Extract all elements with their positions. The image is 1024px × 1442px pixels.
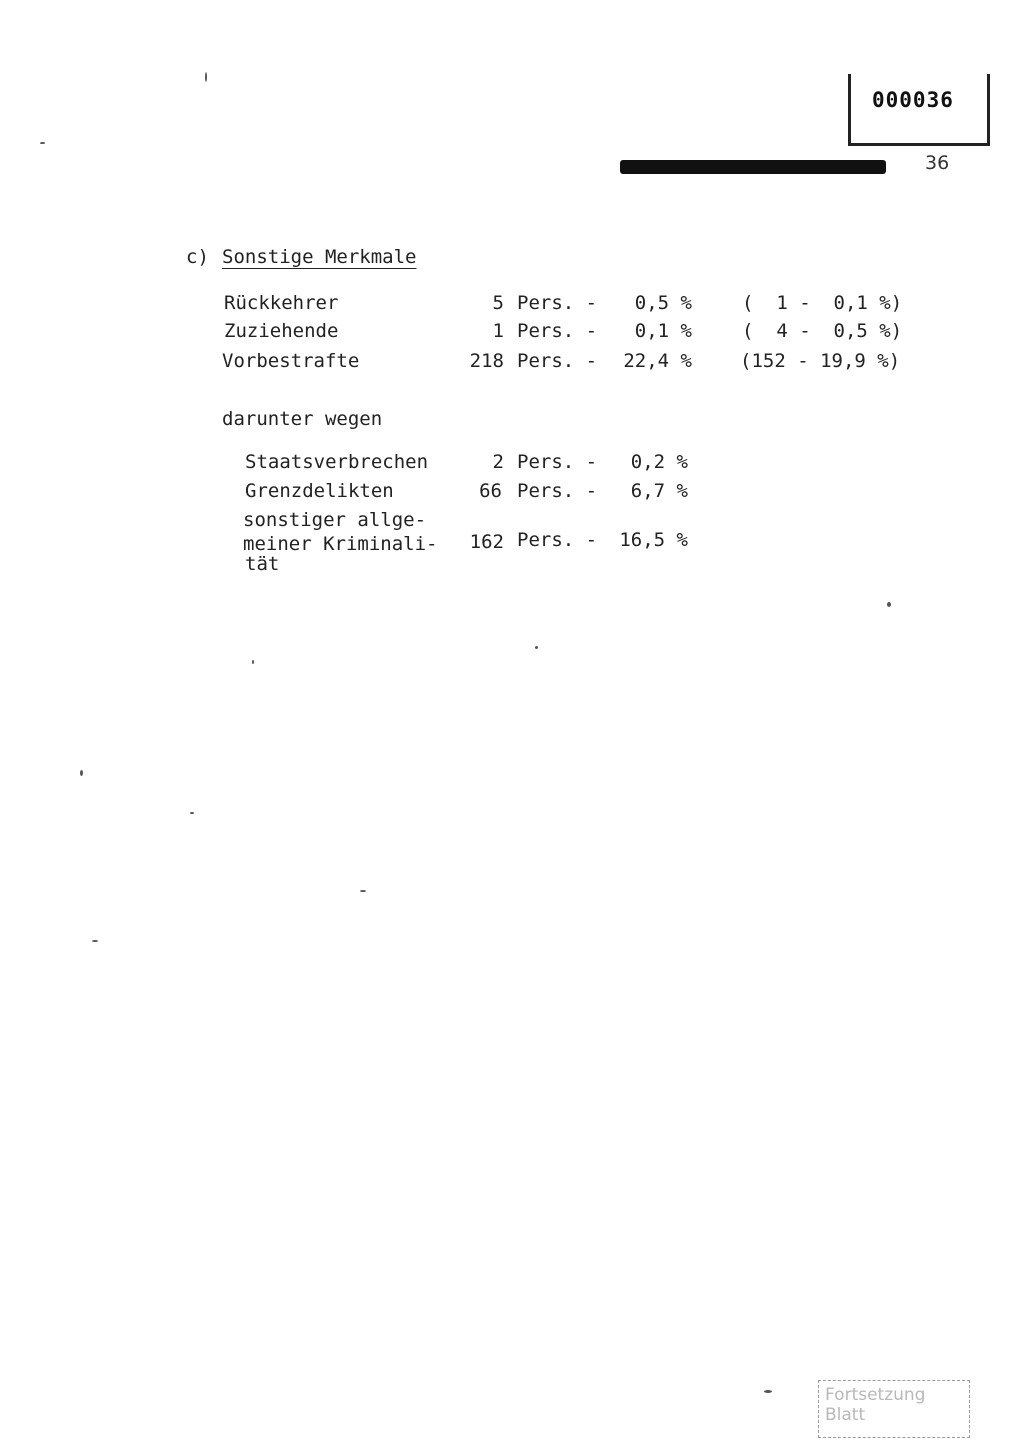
scan-speck bbox=[887, 602, 891, 607]
row-unit: Pers. - bbox=[517, 292, 598, 314]
row-label: Zuziehende bbox=[224, 320, 339, 342]
row-percent: 16,5 % bbox=[619, 529, 688, 551]
row-unit: Pers. - bbox=[517, 451, 598, 473]
row-unit: Pers. - bbox=[517, 320, 598, 342]
row-label-line: meiner Kriminali- bbox=[243, 533, 438, 555]
section-label: c) bbox=[186, 246, 209, 268]
scan-speck bbox=[252, 660, 254, 664]
row-percent: 22,4 % bbox=[623, 350, 692, 372]
stamp-line: Blatt bbox=[825, 1405, 866, 1426]
stamp-line: Fortsetzung bbox=[825, 1385, 926, 1405]
row-percent: 0,2 % bbox=[630, 451, 688, 473]
row-unit: Pers. - bbox=[517, 529, 598, 551]
row-count: 1 bbox=[492, 320, 504, 342]
row-percent: 6,7 % bbox=[630, 480, 688, 502]
row-label-line: sonstiger allge- bbox=[243, 509, 427, 531]
row-unit: Pers. - bbox=[517, 350, 598, 372]
scan-speck bbox=[40, 142, 45, 144]
row-label: Vorbestrafte bbox=[222, 350, 360, 372]
row-comparison: ( 1 - 0,1 %) bbox=[742, 292, 903, 314]
archive-number: 000036 bbox=[872, 88, 954, 112]
scan-speck bbox=[205, 72, 207, 82]
row-label: Rückkehrer bbox=[224, 292, 339, 314]
row-comparison: (152 - 19,9 %) bbox=[740, 350, 901, 372]
archive-stamp bbox=[818, 1380, 970, 1438]
subheading: darunter wegen bbox=[222, 408, 383, 430]
scan-speck bbox=[190, 812, 194, 814]
scan-speck bbox=[764, 1390, 772, 1393]
scan-speck bbox=[80, 770, 83, 776]
row-label: Staatsverbrechen bbox=[245, 451, 429, 473]
row-percent: 0,1 % bbox=[634, 320, 692, 342]
row-percent: 0,5 % bbox=[634, 292, 692, 314]
scan-speck bbox=[535, 646, 538, 649]
row-count: 66 bbox=[479, 480, 502, 502]
redaction-bar bbox=[620, 160, 886, 174]
row-unit: Pers. - bbox=[517, 480, 598, 502]
row-label: Grenzdelikten bbox=[245, 480, 394, 502]
scan-speck bbox=[360, 890, 366, 892]
row-count: 218 bbox=[469, 350, 504, 372]
row-count: 5 bbox=[492, 292, 504, 314]
page-number: 36 bbox=[925, 152, 950, 174]
row-comparison: ( 4 - 0,5 %) bbox=[742, 320, 903, 342]
row-label-line: tät bbox=[245, 553, 280, 575]
section-title: Sonstige Merkmale bbox=[222, 246, 417, 268]
scan-speck bbox=[92, 940, 98, 942]
row-count: 162 bbox=[469, 531, 504, 553]
row-count: 2 bbox=[492, 451, 504, 473]
